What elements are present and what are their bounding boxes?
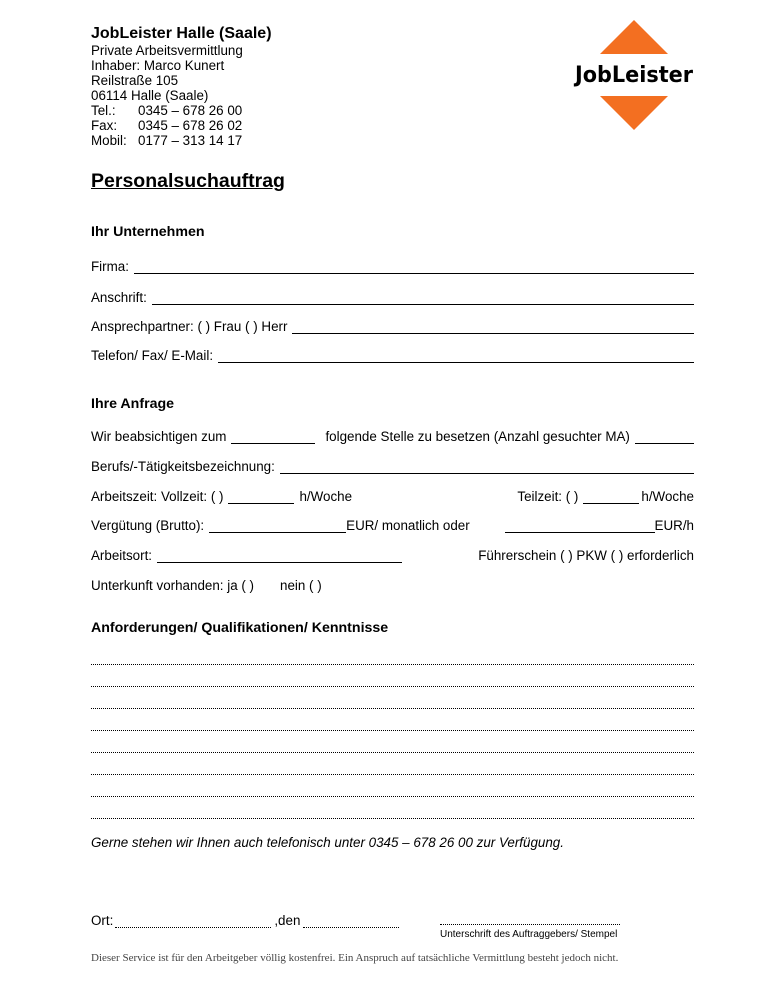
teilzeit-label: Teilzeit: ( ) <box>517 489 579 504</box>
ort-label: Ort: <box>91 913 114 928</box>
arbeitsort-field[interactable] <box>157 549 402 563</box>
kontakt-row <box>91 345 694 363</box>
datum-sign-field[interactable] <box>303 917 399 928</box>
anschrift-field[interactable] <box>152 291 694 305</box>
anzahl-field[interactable] <box>635 430 694 444</box>
arbeitszeit-row <box>91 486 694 504</box>
section-heading-company: Ihr Unternehmen <box>91 224 205 240</box>
tel-value: 0345 – 678 26 00 <box>138 103 243 118</box>
fax-value: 0345 – 678 26 02 <box>138 118 243 133</box>
logo-text: JobLeister <box>573 63 694 88</box>
vollzeit-label: Arbeitszeit: Vollzeit: ( ) <box>91 489 224 504</box>
unterkunft-row <box>91 575 694 593</box>
requirements-line-3[interactable] <box>91 698 694 709</box>
ort-field[interactable] <box>115 917 271 928</box>
contact-note: Gerne stehen wir Ihnen auch telefonisch unter 0345 – 678 26 00 zur Verfügung. <box>91 835 564 850</box>
logo-bottom-diamond <box>600 96 668 130</box>
firma-field[interactable] <box>134 260 694 274</box>
ansprechpartner-field[interactable] <box>292 320 694 334</box>
page-title: Personalsuchauftrag <box>91 170 285 192</box>
logo-top-diamond <box>600 20 668 54</box>
company-name: JobLeister Halle (Saale) <box>91 25 272 42</box>
footer-note: Dieser Service ist für den Arbeitgeber völlig kostenfrei. Ein Anspruch auf tatsächliche Vermittlung besteht jedoch nicht. <box>91 952 619 964</box>
verguetung-monat-field[interactable] <box>209 519 346 533</box>
beruf-label: Berufs/-Tätigkeitsbezeichnung: <box>91 459 275 474</box>
beruf-field[interactable] <box>280 460 694 474</box>
ort-datum-row <box>91 912 399 928</box>
eur-monat-label: EUR/ monatlich oder <box>346 518 470 533</box>
kontakt-field[interactable] <box>218 349 694 363</box>
requirements-line-7[interactable] <box>91 786 694 797</box>
signature-caption: Unterschrift des Auftraggebers/ Stempel <box>440 929 618 940</box>
teilzeit-field[interactable] <box>583 490 639 504</box>
company-subtitle: Private Arbeitsvermittlung <box>91 43 243 58</box>
mobil-value: 0177 – 313 14 17 <box>138 133 243 148</box>
company-mobil <box>91 133 242 148</box>
fuehrerschein-label: Führerschein ( ) PKW ( ) erforderlich <box>478 548 694 563</box>
requirements-line-6[interactable] <box>91 764 694 775</box>
stelle-label: folgende Stelle zu besetzen (Anzahl gesuchter MA) <box>325 429 630 444</box>
company-tel <box>91 103 242 118</box>
company-street: Reilstraße 105 <box>91 73 179 88</box>
fax-label: Fax: <box>91 118 118 133</box>
requirements-line-1[interactable] <box>91 654 694 665</box>
beruf-row <box>91 456 694 474</box>
vollzeit-unit: h/Woche <box>299 489 353 504</box>
ansprechpartner-label: Ansprechpartner: ( ) Frau ( ) Herr <box>91 319 288 334</box>
requirements-line-5[interactable] <box>91 742 694 753</box>
verguetung-label: Vergütung (Brutto): <box>91 518 205 533</box>
requirements-line-4[interactable] <box>91 720 694 731</box>
signature-field[interactable] <box>440 914 620 925</box>
tel-label: Tel.: <box>91 103 116 118</box>
jobleister-logo <box>564 20 704 130</box>
vollzeit-field[interactable] <box>228 490 294 504</box>
company-owner: Inhaber: Marco Kunert <box>91 58 225 73</box>
unterkunft-nein: nein ( ) <box>280 578 322 593</box>
anschrift-label: Anschrift: <box>91 290 147 305</box>
den-label: ,den <box>274 913 301 928</box>
beabsichtigen-label: Wir beabsichtigen zum <box>91 429 227 444</box>
ansprechpartner-row <box>91 316 694 334</box>
eur-h-label: EUR/h <box>654 518 694 533</box>
firma-label: Firma: <box>91 259 129 274</box>
requirements-line-8[interactable] <box>91 808 694 819</box>
beabsichtigen-row <box>91 426 694 444</box>
requirements-line-2[interactable] <box>91 676 694 687</box>
firma-row <box>91 256 694 274</box>
section-heading-requirements: Anforderungen/ Qualifikationen/ Kenntnisse <box>91 620 389 636</box>
unterkunft-label: Unterkunft vorhanden: ja ( ) <box>91 578 255 593</box>
kontakt-label: Telefon/ Fax/ E-Mail: <box>91 348 214 363</box>
mobil-label: Mobil: <box>91 133 127 148</box>
datum-field[interactable] <box>231 430 315 444</box>
company-city: 06114 Halle (Saale) <box>91 88 209 103</box>
anschrift-row <box>91 287 694 305</box>
verguetung-h-field[interactable] <box>505 519 655 533</box>
verguetung-row <box>91 515 694 533</box>
section-heading-request: Ihre Anfrage <box>91 396 175 412</box>
teilzeit-unit: h/Woche <box>641 489 694 504</box>
company-fax <box>91 118 242 133</box>
arbeitsort-row <box>91 545 694 563</box>
arbeitsort-label: Arbeitsort: <box>91 548 153 563</box>
